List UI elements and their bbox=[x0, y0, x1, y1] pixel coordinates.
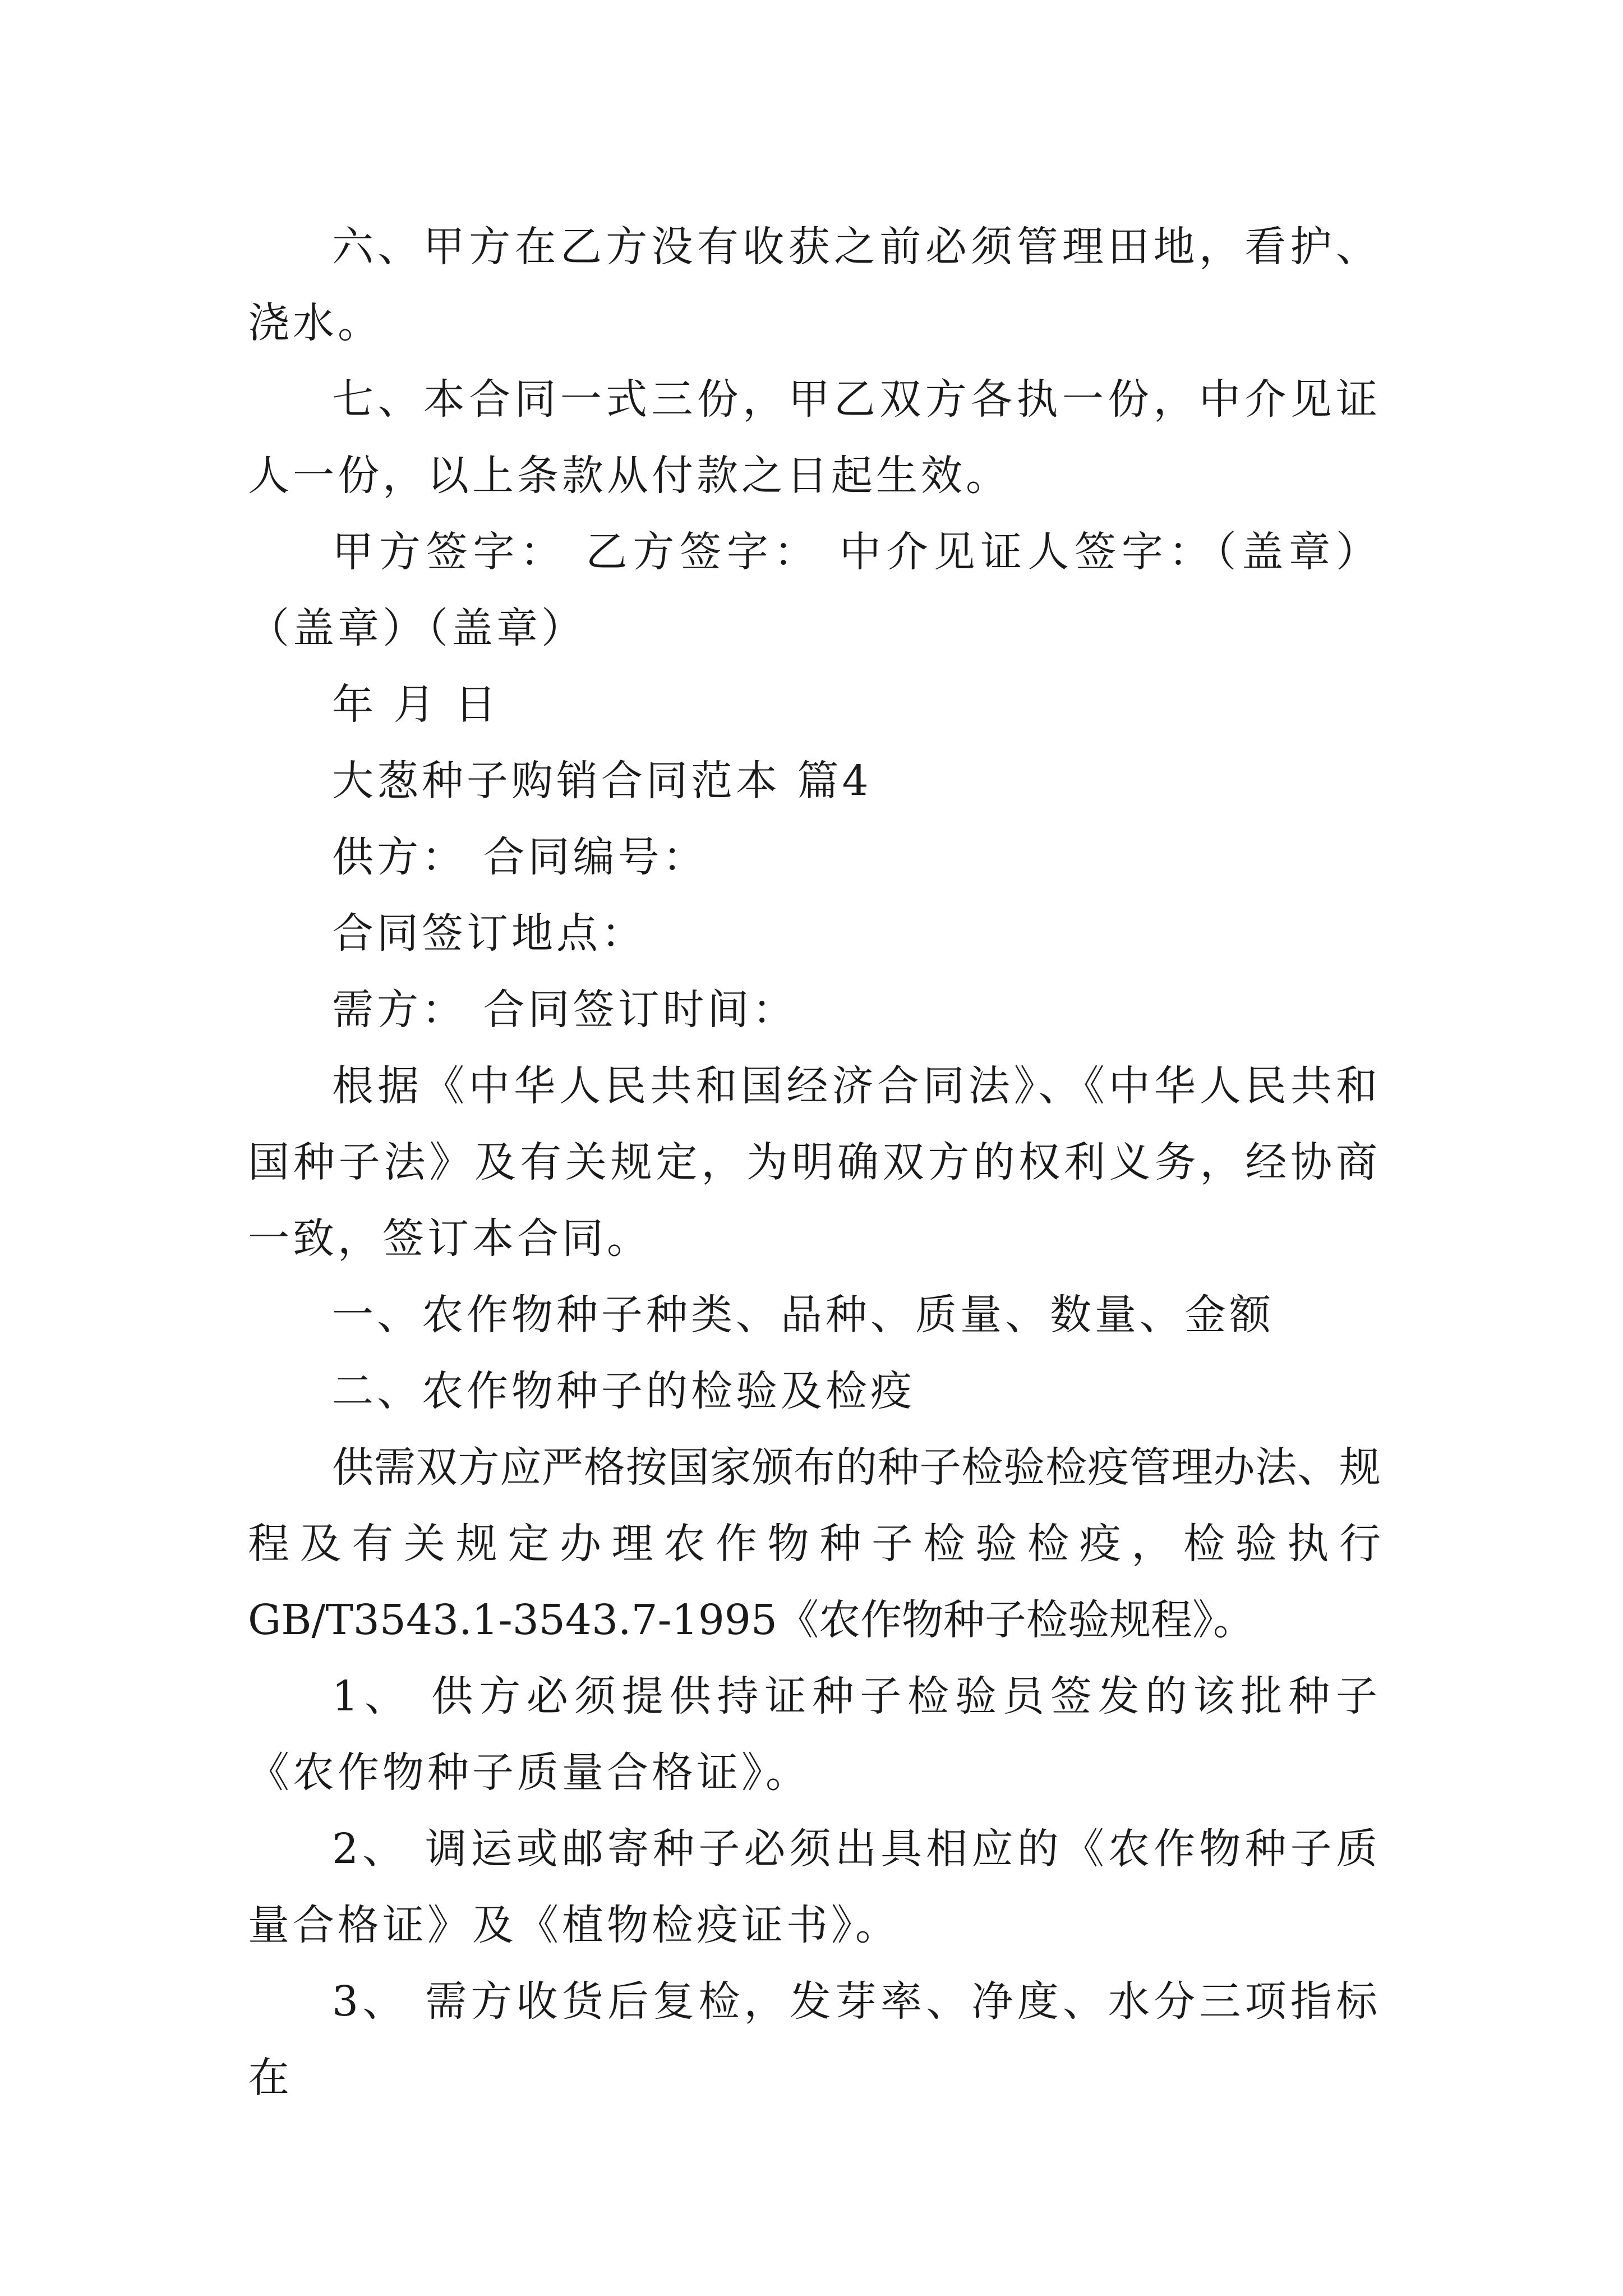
inspection-paragraph: 供需双方应严格按国家颁布的种子检验检疫管理办法、规程及有关规定办理农作物种子检验检疫，检验执行GB/T3543.1-3543.7-1995《农作物种子检验规程》。 bbox=[248, 1443, 1381, 1644]
item-two: 2、 调运或邮寄种子必须出具相应的《农作物种子质量合格证》及《植物检疫证书》。 bbox=[248, 1825, 1381, 1949]
signature-line: 甲方签字： 乙方签字： 中介见证人签字：（盖章）（盖章）（盖章） bbox=[248, 528, 1381, 652]
document-body bbox=[248, 209, 1381, 2116]
item-three: 3、 需方收货后复检，发芽率、净度、水分三项指标在 bbox=[248, 1977, 1381, 2102]
heading-one: 一、农作物种子种类、品种、质量、数量、金额 bbox=[332, 1291, 1274, 1339]
item-one: 1、 供方必须提供持证种子检验员签发的该批种子《农作物种子质量合格证》。 bbox=[248, 1672, 1381, 1797]
signing-location: 合同签订地点： bbox=[332, 909, 646, 958]
clause-six: 六、甲方在乙方没有收获之前必须管理田地，看护、浇水。 bbox=[248, 223, 1381, 347]
buyer-signing-time: 需方： 合同签订时间： bbox=[332, 986, 797, 1034]
date-line: 年 月 日 bbox=[332, 680, 500, 729]
supplier-contract-number: 供方： 合同编号： bbox=[332, 833, 708, 881]
clause-seven: 七、本合同一式三份，甲乙双方各执一份，中介见证人一份，以上条款从付款之日起生效。 bbox=[248, 375, 1381, 500]
heading-two: 二、农作物种子的检验及检疫 bbox=[332, 1367, 915, 1415]
section-title: 大葱种子购销合同范本 篇4 bbox=[332, 757, 872, 805]
preamble: 根据《中华人民共和国经济合同法》、《中华人民共和国种子法》及有关规定，为明确双方的权利义务，经协商一致，签订本合同。 bbox=[248, 1062, 1381, 1263]
